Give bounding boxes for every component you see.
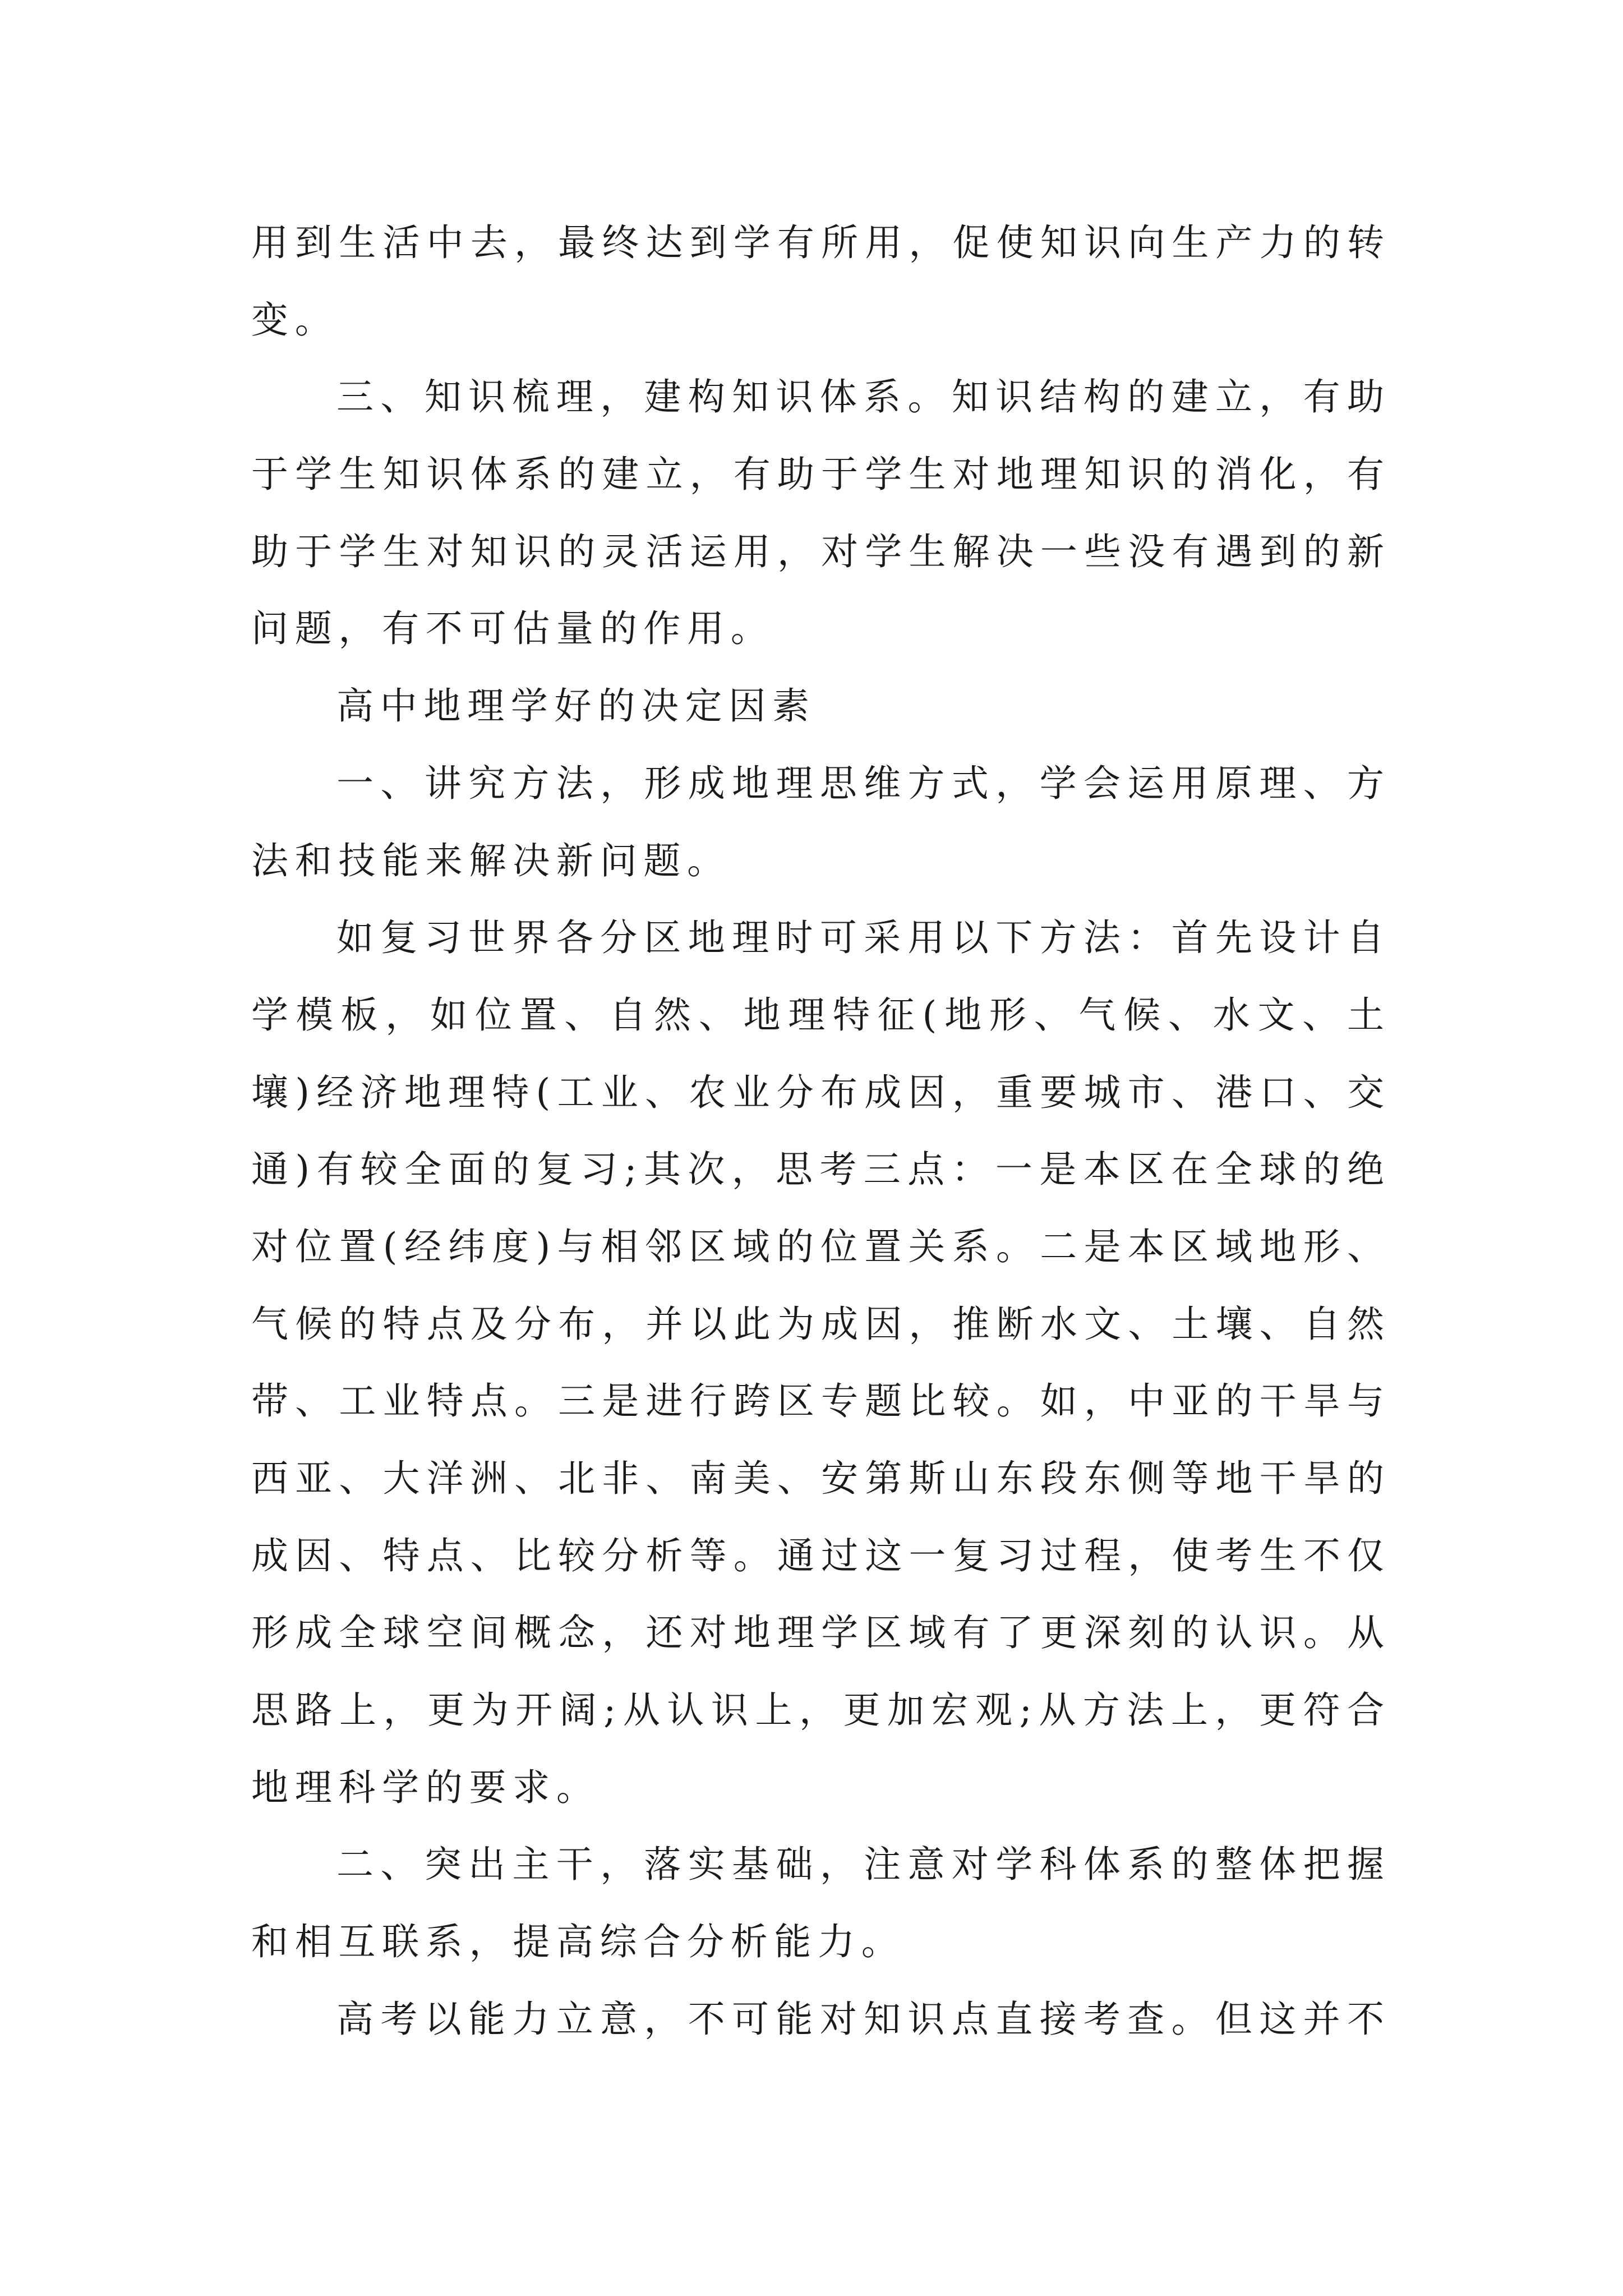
text-line: 高考以能力立意，不可能对知识点直接考查。但这并不 (336, 1997, 1384, 2041)
text-line: 助于学生对知识的灵活运用，对学生解决一些没有遇到的新 (251, 530, 1384, 573)
text-line: 二、突出主干，落实基础，注意对学科体系的整体把握 (336, 1843, 1384, 1887)
text-line: 用到生活中去，最终达到学有所用，促使知识向生产力的转 (251, 221, 1384, 264)
text-line: 法和技能来解决新问题。 (251, 839, 731, 882)
paragraph-exam (251, 1981, 1384, 2058)
text-line: 对位置(经纬度)与相邻区域的位置关系。二是本区域地形、 (251, 1225, 1384, 1268)
text-line: 变。 (251, 298, 339, 342)
text-line: 气候的特点及分布，并以此为成因，推断水文、土壤、自然 (251, 1302, 1384, 1346)
paragraph-continued (251, 204, 1384, 358)
text-line: 西亚、大洋洲、北非、南美、安第斯山东段东侧等地干旱的 (251, 1457, 1384, 1500)
text-line: 于学生知识体系的建立，有助于学生对地理知识的消化，有 (251, 453, 1384, 496)
text-line: 思路上，更为开阔;从认识上，更加宏观;从方法上，更符合 (251, 1688, 1384, 1732)
text-line: 问题，有不可估量的作用。 (251, 607, 774, 651)
paragraph-knowledge-structure (251, 358, 1384, 668)
text-line: 和相互联系，提高综合分析能力。 (251, 1920, 905, 1964)
text-line: 通)有较全面的复习;其次，思考三点：一是本区在全球的绝 (251, 1148, 1384, 1191)
text-line: 形成全球空间概念，还对地理学区域有了更深刻的认识。从 (251, 1611, 1384, 1655)
text-line: 三、知识梳理，建构知识体系。知识结构的建立，有助 (336, 375, 1384, 419)
text-line: 成因、特点、比较分析等。通过这一复习过程，使考生不仅 (251, 1534, 1384, 1577)
section-heading (251, 668, 1384, 745)
document-body (251, 204, 1384, 2058)
text-line: 地理科学的要求。 (251, 1765, 600, 1809)
text-line: 壤)经济地理特(工业、农业分布成因，重要城市、港口、交 (251, 1070, 1384, 1114)
text-line: 一、讲究方法，形成地理思维方式，学会运用原理、方 (336, 761, 1384, 805)
paragraph-review-example (251, 899, 1384, 1826)
heading-line: 高中地理学好的决定因素 (336, 684, 816, 728)
text-line: 学模板，如位置、自然、地理特征(地形、气候、水文、土 (251, 993, 1384, 1037)
paragraph-main-trunk (251, 1826, 1384, 1980)
paragraph-method (251, 745, 1384, 899)
text-line: 带、工业特点。三是进行跨区专题比较。如，中亚的干旱与 (251, 1379, 1384, 1423)
text-line: 如复习世界各分区地理时可采用以下方法：首先设计自 (336, 916, 1384, 960)
